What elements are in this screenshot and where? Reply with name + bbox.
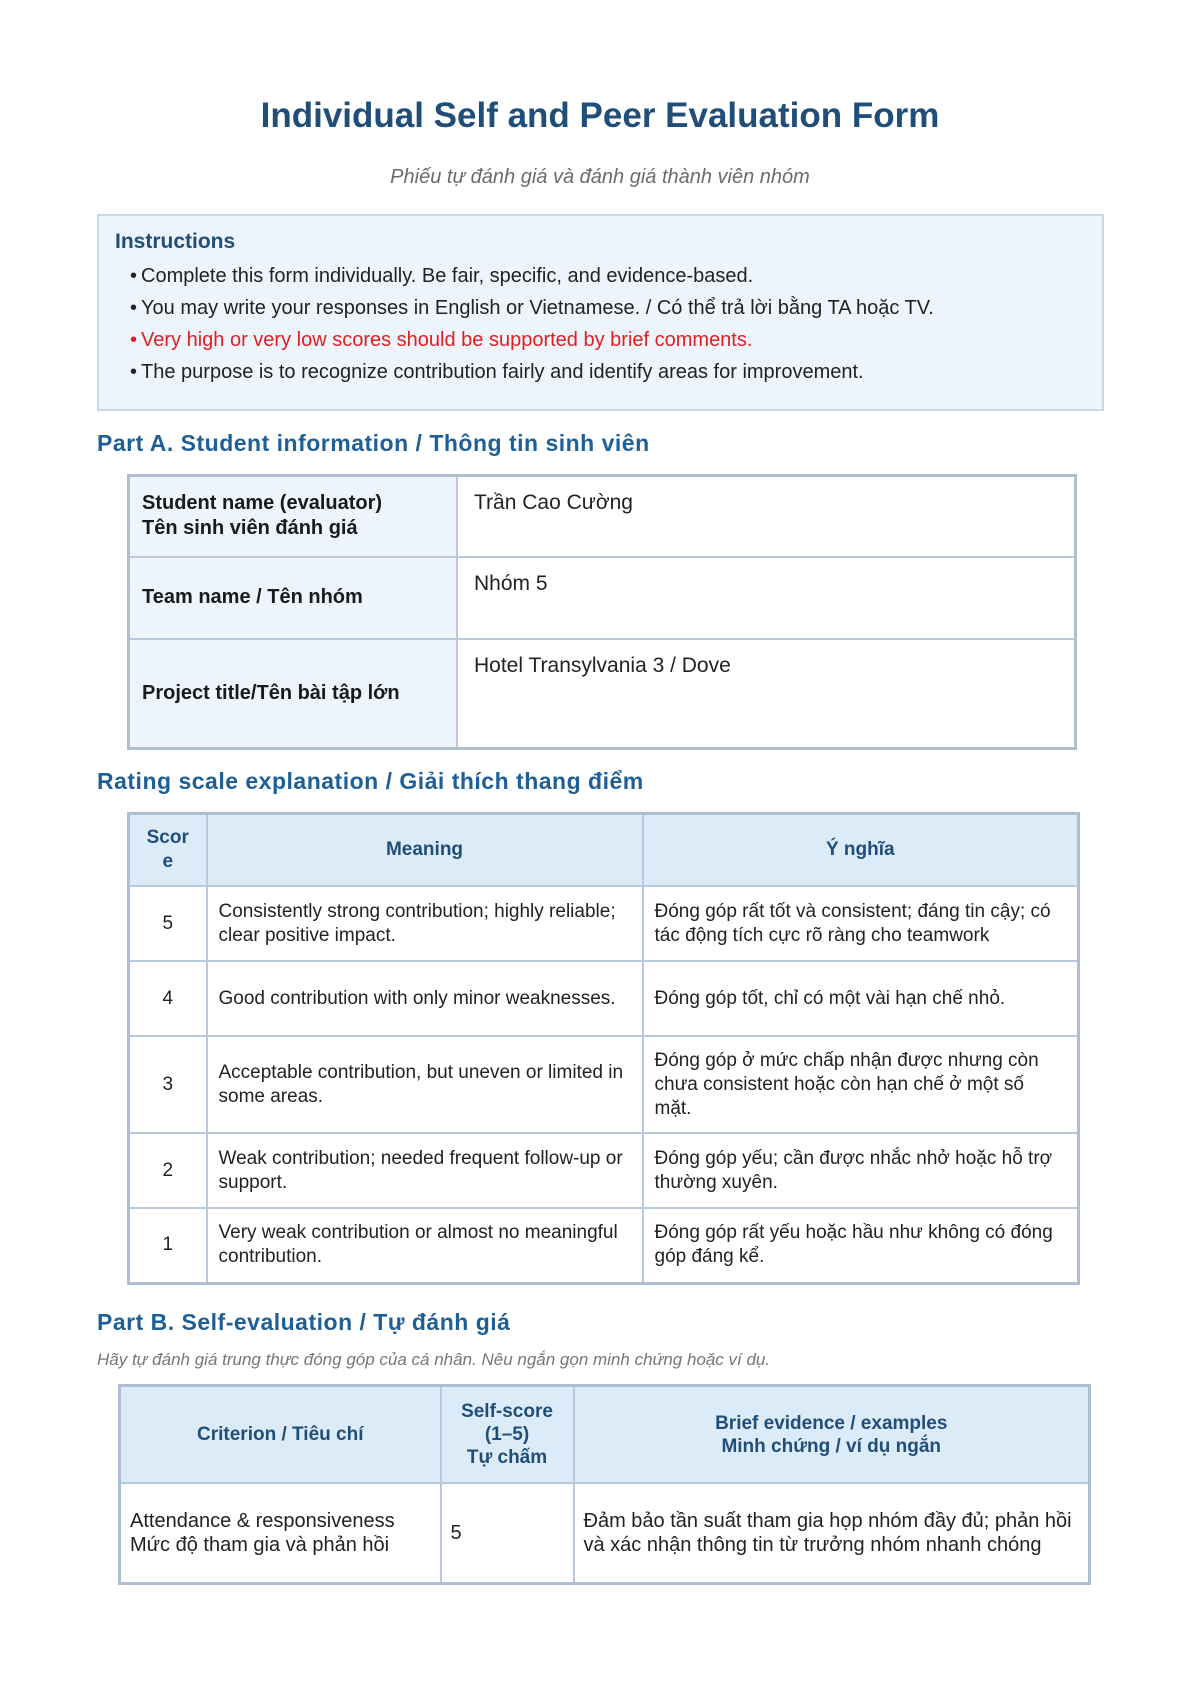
self-score-column-header: Self-score (1–5) Tự chấm <box>441 1386 574 1484</box>
rating-scale-table <box>127 812 1080 1285</box>
instruction-item <box>130 292 1086 324</box>
y-nghia-cell: Đóng góp yếu; cần được nhắc nhở hoặc hỗ trợ thường xuyên. <box>643 1133 1079 1208</box>
project-title-label: Project title/Tên bài tập lớn <box>129 639 458 749</box>
y-nghia-cell: Đóng góp rất yếu hoặc hầu như không có đóng góp đáng kể. <box>643 1208 1079 1283</box>
instruction-text: The purpose is to recognize contribution fairly and identify areas for improvement. <box>141 361 864 383</box>
instruction-item <box>130 356 1086 388</box>
table-row <box>129 886 1079 961</box>
page-subtitle: Phiếu tự đánh giá và đánh giá thành viên nhóm <box>390 166 810 188</box>
criterion-column-header: Criterion / Tiêu chí <box>120 1386 441 1484</box>
criterion-cell: Attendance & responsiveness Mức độ tham gia và phản hồi <box>120 1483 441 1583</box>
rating-scale-heading: Rating scale explanation / Giải thích thang điểm <box>97 768 644 794</box>
instructions-title: Instructions <box>115 230 236 253</box>
table-row <box>129 1208 1079 1283</box>
team-name-label: Team name / Tên nhóm <box>129 557 458 639</box>
instruction-item <box>130 260 1086 292</box>
table-row <box>120 1483 1090 1583</box>
bullet-icon: • <box>130 297 138 319</box>
instruction-text: You may write your responses in English or Vietnamese. / Có thể trả lời bằng TA hoặc TV. <box>141 297 934 319</box>
table-header-row <box>120 1386 1090 1484</box>
score-cell: 1 <box>129 1208 207 1283</box>
y-nghia-cell: Đóng góp ở mức chấp nhận được nhưng còn chưa consistent hoặc còn hạn chế ở một số mặt. <box>643 1036 1079 1133</box>
part-b-note: Hãy tự đánh giá trung thực đóng góp của cá nhân. Nêu ngắn gọn minh chứng hoặc ví dụ. <box>97 1350 771 1369</box>
evidence-column-header: Brief evidence / examples Minh chứng / ví dụ ngắn <box>574 1386 1090 1484</box>
instruction-text: Complete this form individually. Be fair, specific, and evidence-based. <box>141 265 754 287</box>
y-nghia-column-header: Ý nghĩa <box>643 814 1079 887</box>
score-cell: 2 <box>129 1133 207 1208</box>
meaning-cell: Good contribution with only minor weaknesses. <box>207 961 643 1036</box>
meaning-column-header: Meaning <box>207 814 643 887</box>
meaning-cell: Very weak contribution or almost no meaningful contribution. <box>207 1208 643 1283</box>
table-row <box>129 557 1076 639</box>
meaning-cell: Acceptable contribution, but uneven or limited in some areas. <box>207 1036 643 1133</box>
instruction-item-warning <box>130 324 1086 356</box>
page-title: Individual Self and Peer Evaluation Form <box>260 96 940 135</box>
bullet-icon: • <box>130 361 138 383</box>
evidence-cell[interactable]: Đảm bảo tần suất tham gia họp nhóm đầy đủ; phản hồi và xác nhận thông tin từ trưởng nhóm nhanh chóng <box>574 1483 1090 1583</box>
team-name-value[interactable]: Nhóm 5 <box>457 557 1076 639</box>
score-column-header: Scor e <box>129 814 207 887</box>
score-cell: 3 <box>129 1036 207 1133</box>
score-cell: 5 <box>129 886 207 961</box>
instruction-text: Very high or very low scores should be supported by brief comments. <box>141 329 753 351</box>
y-nghia-cell: Đóng góp tốt, chỉ có một vài hạn chế nhỏ. <box>643 961 1079 1036</box>
table-row <box>129 1036 1079 1133</box>
instructions-box <box>97 214 1104 411</box>
part-b-heading: Part B. Self-evaluation / Tự đánh giá <box>97 1309 511 1335</box>
table-header-row <box>129 814 1079 887</box>
student-name-value[interactable]: Trần Cao Cường <box>457 476 1076 557</box>
bullet-icon: • <box>130 265 138 287</box>
bullet-icon: • <box>130 329 138 351</box>
student-info-table <box>127 474 1077 750</box>
table-row <box>129 476 1076 557</box>
table-row <box>129 639 1076 749</box>
meaning-cell: Consistently strong contribution; highly reliable; clear positive impact. <box>207 886 643 961</box>
project-title-value[interactable]: Hotel Transylvania 3 / Dove <box>457 639 1076 749</box>
self-score-cell[interactable]: 5 <box>441 1483 574 1583</box>
meaning-cell: Weak contribution; needed frequent follow-up or support. <box>207 1133 643 1208</box>
score-cell: 4 <box>129 961 207 1036</box>
table-row <box>129 961 1079 1036</box>
part-a-heading: Part A. Student information / Thông tin sinh viên <box>97 430 650 456</box>
self-evaluation-table <box>118 1384 1091 1585</box>
table-row <box>129 1133 1079 1208</box>
y-nghia-cell: Đóng góp rất tốt và consistent; đáng tin cậy; có tác động tích cực rõ ràng cho teamwork <box>643 886 1079 961</box>
instructions-list <box>115 260 1086 388</box>
student-name-label: Student name (evaluator) Tên sinh viên đánh giá <box>129 476 458 557</box>
